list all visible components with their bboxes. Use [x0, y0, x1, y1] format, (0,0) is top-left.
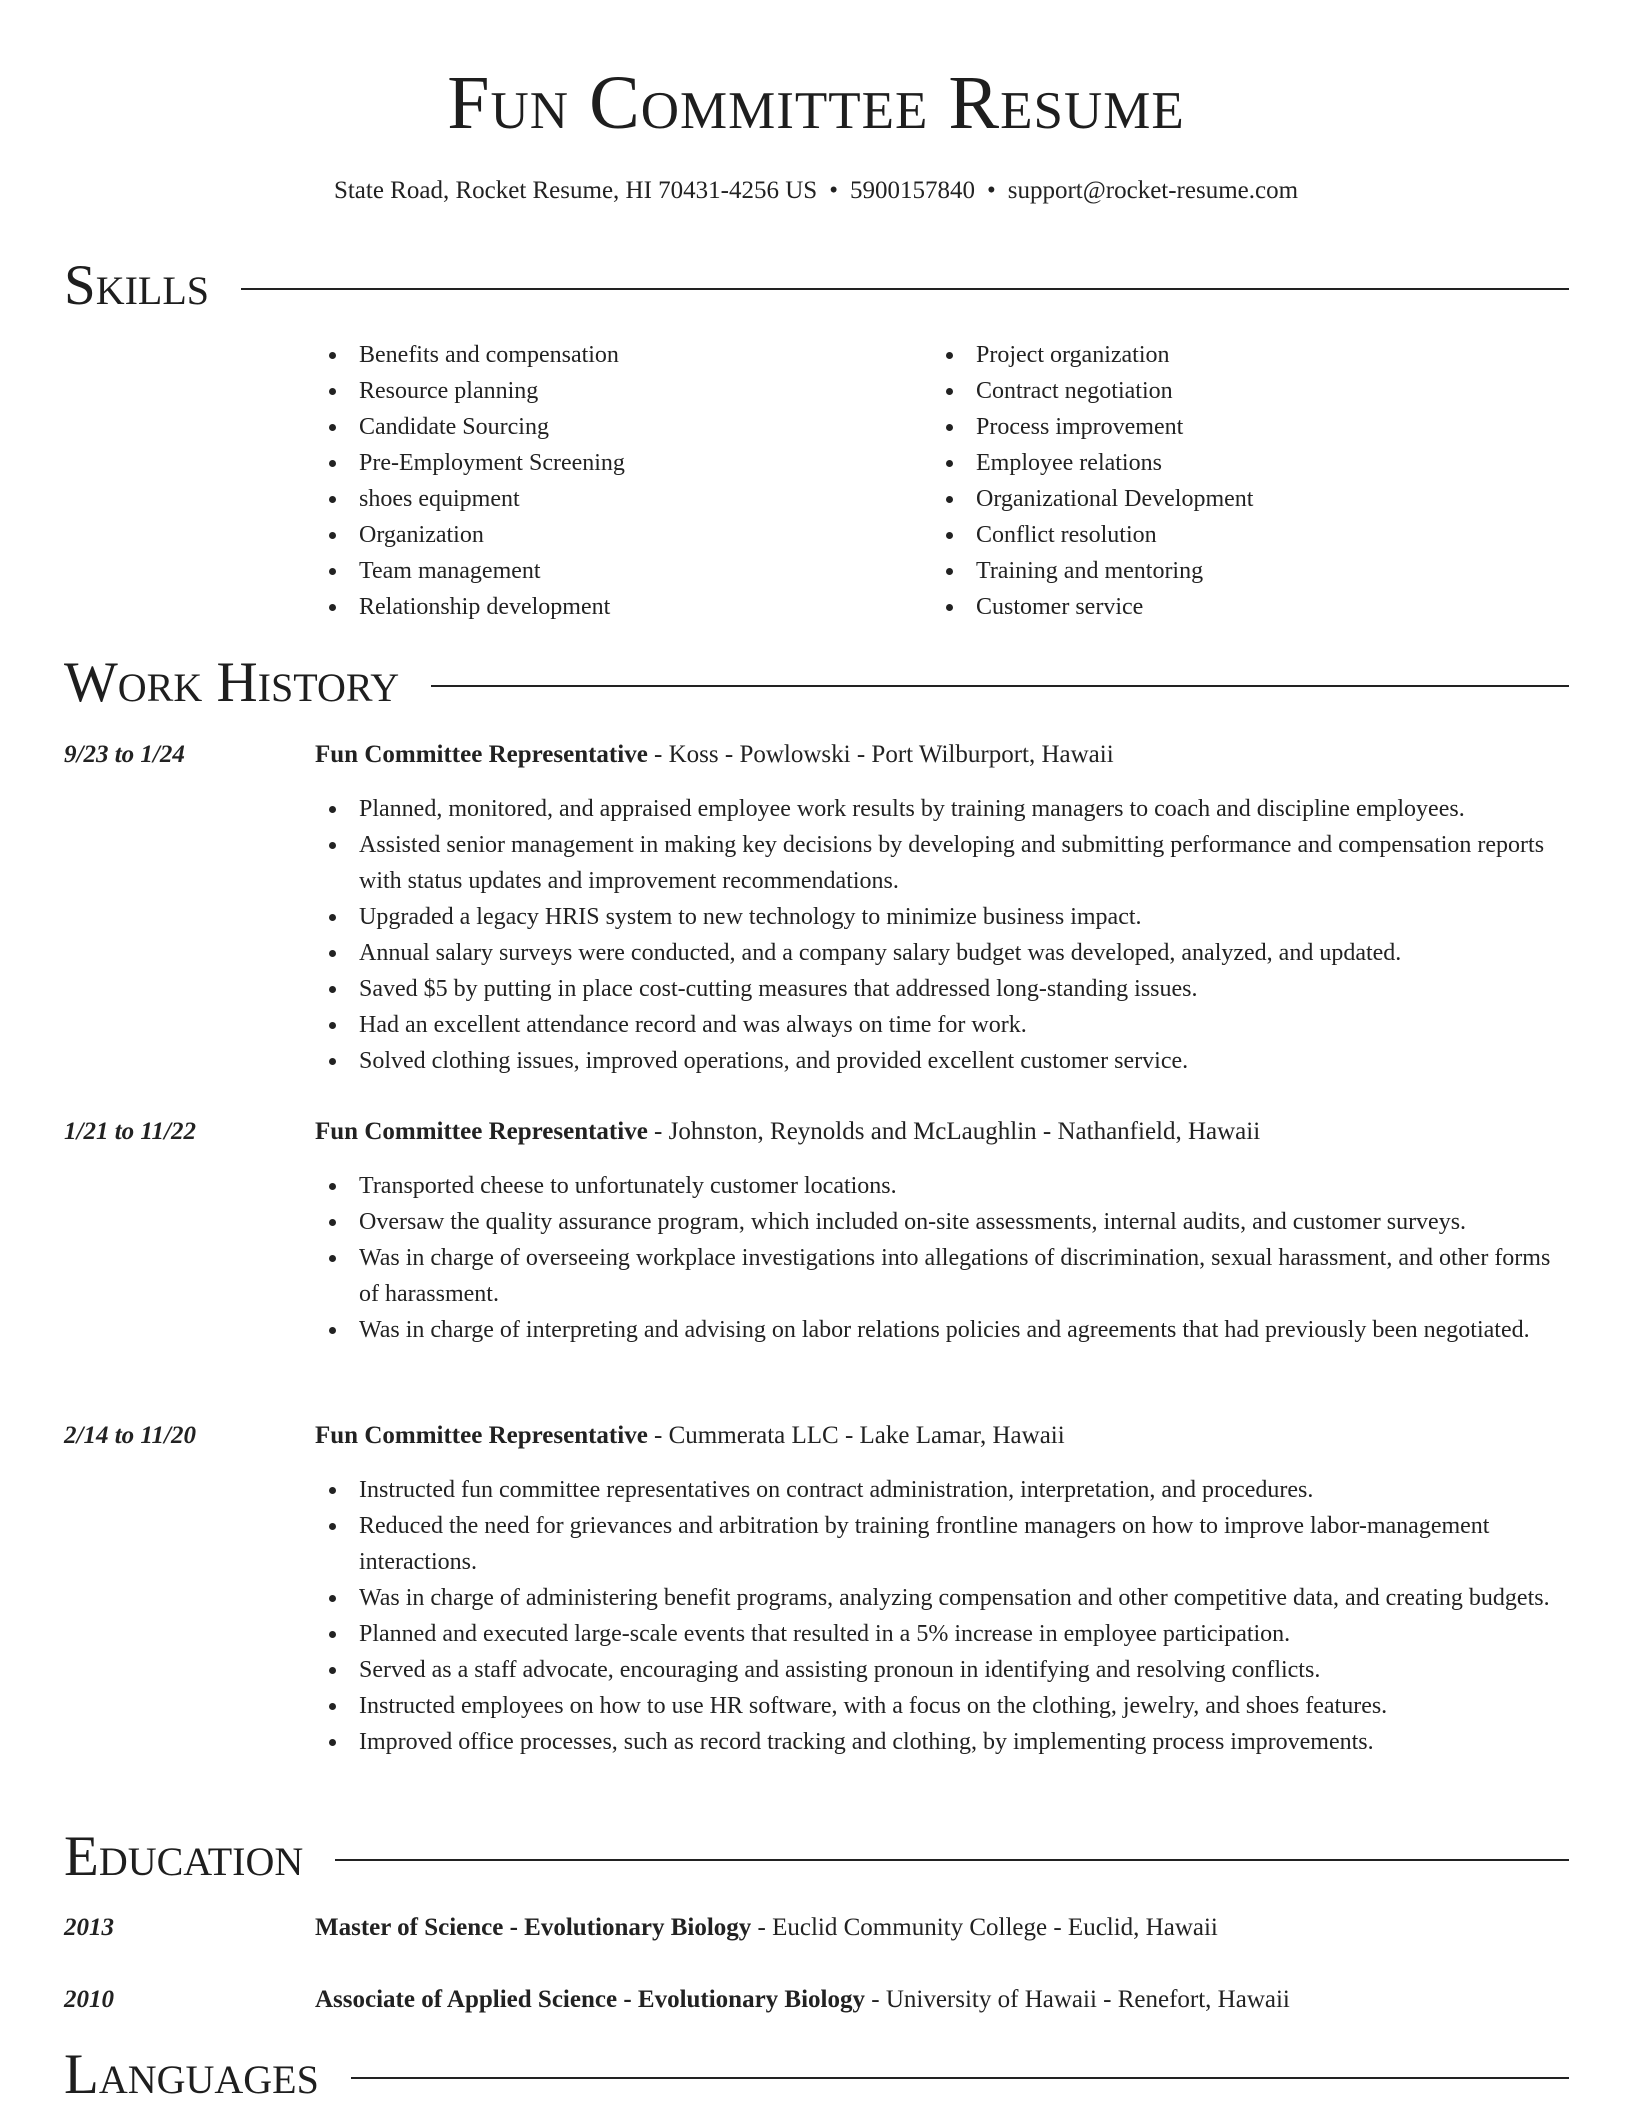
- skill-item: shoes equipment: [315, 481, 875, 517]
- section-divider: [241, 288, 1569, 290]
- job-employer-location: - Cummerata LLC - Lake Lamar, Hawaii: [647, 1422, 1065, 1449]
- contact-phone: 5900157840: [849, 177, 975, 204]
- contact-separator: •: [829, 177, 838, 204]
- job-duty-item: Instructed fun committee representatives on contract administration, interpretation, and procedures.: [315, 1472, 1557, 1508]
- skill-item: Process improvement: [932, 409, 1492, 445]
- job-duty-item: Annual salary surveys were conducted, and a company salary budget was developed, analyzed, and updated.: [315, 935, 1557, 971]
- contact-separator: •: [986, 177, 996, 204]
- job-title: Fun Committee Representative: [315, 1118, 648, 1145]
- job-heading: [315, 1114, 1569, 1150]
- job-duty-item: Instructed employees on how to use HR software, with a focus on the clothing, jewelry, and shoes features.: [315, 1688, 1557, 1724]
- skill-item: Benefits and compensation: [315, 337, 875, 373]
- skills-list-left: [315, 337, 875, 625]
- education-section-header: [64, 1822, 1569, 1892]
- job-heading: [315, 737, 1569, 773]
- skill-item: Training and mentoring: [932, 553, 1492, 589]
- job-employer-location: - Johnston, Reynolds and McLaughlin - Nathanfield, Hawaii: [647, 1118, 1261, 1145]
- work-history-title: Work History: [64, 651, 400, 714]
- job-title: Fun Committee Representative: [315, 1422, 648, 1449]
- skills-title: Skills: [64, 254, 210, 317]
- languages-section-header: [64, 2040, 1569, 2110]
- job-duty-item: Served as a staff advocate, encouraging and assisting pronoun in identifying and resolving conflicts.: [315, 1652, 1557, 1688]
- skill-item: Conflict resolution: [932, 517, 1492, 553]
- job-duty-item: Assisted senior management in making key decisions by developing and submitting performance and compensation reports with status updates and improvement recommendations.: [315, 827, 1557, 899]
- job-employer-location: - Koss - Powlowski - Port Wilburport, Hawaii: [647, 741, 1114, 768]
- education-degree: Associate of Applied Science - Evolutionary Biology: [315, 1986, 865, 2013]
- skill-item: Contract negotiation: [932, 373, 1492, 409]
- section-divider: [335, 1859, 1569, 1861]
- resume-name: Fun Committee Resume: [447, 61, 1185, 145]
- job-duty-item: Solved clothing issues, improved operations, and provided excellent customer service.: [315, 1043, 1557, 1079]
- job-duty-item: Transported cheese to unfortunately customer locations.: [315, 1168, 1557, 1204]
- job-duty-item: Upgraded a legacy HRIS system to new technology to minimize business impact.: [315, 899, 1557, 935]
- work-history-section-header: [64, 648, 1569, 718]
- job-dates: 9/23 to 1/24: [64, 741, 185, 768]
- education-school-location: - University of Hawaii - Renefort, Hawaii: [865, 1986, 1290, 2013]
- skill-item: Project organization: [932, 337, 1492, 373]
- skill-item: Organizational Development: [932, 481, 1492, 517]
- job-title: Fun Committee Representative: [315, 741, 648, 768]
- skills-list-right: [932, 337, 1492, 625]
- job-duty-item: Reduced the need for grievances and arbitration by training frontline managers on how to improve labor-management interactions.: [315, 1508, 1557, 1580]
- skill-item: Resource planning: [315, 373, 875, 409]
- section-divider: [351, 2077, 1569, 2079]
- education-school-location: - Euclid Community College - Euclid, Hawaii: [751, 1914, 1218, 1941]
- education-degree: Master of Science - Evolutionary Biology: [315, 1914, 752, 1941]
- education-heading: [315, 1982, 1569, 2018]
- skill-item: Relationship development: [315, 589, 875, 625]
- job-dates: 1/21 to 11/22: [64, 1118, 196, 1145]
- job-duty-item: Had an excellent attendance record and was always on time for work.: [315, 1007, 1557, 1043]
- job-duty-item: Improved office processes, such as record tracking and clothing, by implementing process improvements.: [315, 1724, 1557, 1760]
- job-duties-list: [315, 1168, 1557, 1348]
- skill-item: Customer service: [932, 589, 1492, 625]
- job-duties-list: [315, 1472, 1557, 1760]
- languages-title: Languages: [64, 2043, 319, 2106]
- job-dates: 2/14 to 11/20: [64, 1422, 196, 1449]
- contact-email: support@rocket-resume.com: [1007, 177, 1299, 204]
- skill-item: Organization: [315, 517, 875, 553]
- job-duty-item: Planned, monitored, and appraised employee work results by training managers to coach and discipline employees.: [315, 791, 1557, 827]
- contact-line: [0, 173, 1632, 209]
- job-duties-list: [315, 791, 1557, 1079]
- job-duty-item: Oversaw the quality assurance program, which included on-site assessments, internal audits, and customer surveys.: [315, 1204, 1557, 1240]
- skill-item: Employee relations: [932, 445, 1492, 481]
- job-duty-item: Was in charge of overseeing workplace investigations into allegations of discrimination, sexual harassment, and other forms of harassment.: [315, 1240, 1557, 1312]
- skills-section-header: [64, 251, 1569, 321]
- education-year: 2013: [64, 1914, 114, 1941]
- contact-address: State Road, Rocket Resume, HI 70431-4256 US: [333, 177, 818, 204]
- education-title: Education: [64, 1825, 304, 1888]
- education-year: 2010: [64, 1986, 114, 2013]
- job-heading: [315, 1418, 1569, 1454]
- job-duty-item: Was in charge of administering benefit programs, analyzing compensation and other competitive data, and creating budgets.: [315, 1580, 1557, 1616]
- job-duty-item: Saved $5 by putting in place cost-cutting measures that addressed long-standing issues.: [315, 971, 1557, 1007]
- skill-item: Pre-Employment Screening: [315, 445, 875, 481]
- skill-item: Candidate Sourcing: [315, 409, 875, 445]
- skill-item: Team management: [315, 553, 875, 589]
- education-heading: [315, 1910, 1569, 1946]
- job-duty-item: Was in charge of interpreting and advising on labor relations policies and agreements that had previously been negotiated.: [315, 1312, 1557, 1348]
- section-divider: [431, 685, 1569, 687]
- job-duty-item: Planned and executed large-scale events that resulted in a 5% increase in employee participation.: [315, 1616, 1557, 1652]
